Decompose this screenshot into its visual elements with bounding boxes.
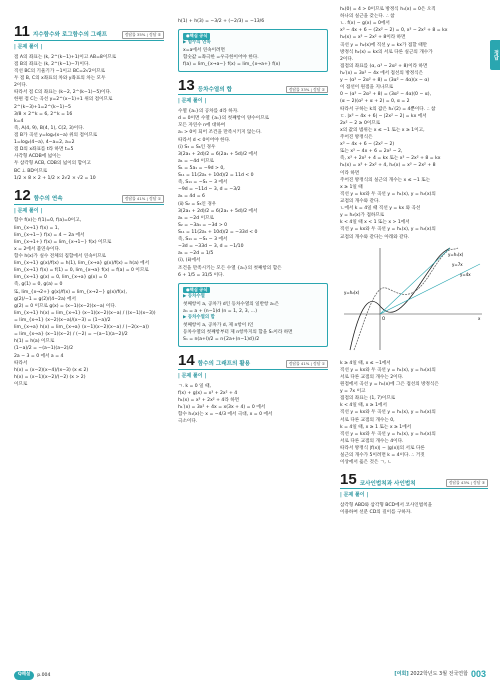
solution-line: x³ − 4x + 6 − (2x² − 2) = 0, x³ − 2x² + 8 = kx xyxy=(340,28,448,34)
solution-line: 두 점 B, C의 x좌표의 차와 y좌표의 차는 모두 xyxy=(14,76,106,82)
solution-line: h(1) + h(3) = −3/2 + (−2/3) = −13/6 xyxy=(178,19,265,24)
solution-line: g(2) = 0 이므로 g(x) = (x−1)(x−2)(x−a) 이다. xyxy=(14,303,117,309)
q13-solution-label: | 문제 풀이 | xyxy=(178,98,207,105)
q11-title: 지수함수와 로그함수의 그래프 xyxy=(32,32,108,39)
solution-line: 2x² − 2 ≥ 0이므로 xyxy=(340,120,381,126)
solution-line: k < 4일 때 x < 1 또는 x > 1에서 xyxy=(340,220,410,226)
solution-line: Sₙ = n(a+l)/2 = n{2a+(n−1)d}/2 xyxy=(183,336,260,342)
solution-line: 조건을 만족시키는 모든 수열 {aₙ}의 첫째항의 합은 xyxy=(178,265,282,271)
solution-line: 삼각형 ABD와 삼각형 BCD에서 코사인법칙을 xyxy=(340,503,433,509)
solution-line: 접점의 좌표는 (1, 7)이므로 xyxy=(340,396,396,402)
solution-line: 함숫값 =좌극한 =우극한이어야 한다. xyxy=(183,55,259,61)
solution-line: 모든 자연수 n에 대하여 xyxy=(178,123,226,129)
solution-line: BC ⊥ BD이므로 xyxy=(14,168,48,174)
solution-line: 직선 y = kx와 두 곡선 y = h₁(x), y = h₂(x)의 xyxy=(340,367,436,373)
solution-line: 점 B가 곡선 y=log₂(x−a) 위의 점이므로 xyxy=(14,132,98,138)
solution-line: (α − 2)(α² + α + 2) = 0, α = 2 xyxy=(340,99,410,105)
solution-line: S₁ = 5a₁ = −9d > 0, xyxy=(178,166,225,171)
graph-label: y=h₁(x) xyxy=(448,251,464,257)
solution-line: x의 값의 범위는 x ≤ −1 또는 x ≥ 1이고, xyxy=(340,127,425,133)
solution-line: 함수 h₁(x)는 x = −4/3 에서 극대, x = 0 에서 xyxy=(178,412,273,418)
solution-line: 6 + 1/5 = 31/5 이다. xyxy=(178,272,224,278)
solution-line: 원점에서 곡선 y = h₁(x)에 그은 접선의 방정식은 xyxy=(340,382,439,388)
solution-line: x³ − 4x + 6 − (2x² − 2) xyxy=(340,142,395,148)
formula-tag: ●핵심 공식 xyxy=(183,33,210,40)
solution-line: 따라서 방정식 |f(x)| − |g(x)|의 서로 다른 xyxy=(340,446,425,452)
solution-line: 2이다. xyxy=(340,56,354,62)
solution-line: y = 7x 이고 xyxy=(340,389,366,395)
q13-number: 13 xyxy=(178,77,195,95)
q15-rate: 정답률 43% | 정답 ③ xyxy=(446,479,488,487)
solution-line: 서로 다른 교점의 개수는 0, xyxy=(340,417,395,423)
solution-line: x=a에서 연속이려면 xyxy=(183,48,225,54)
q14-number: 14 xyxy=(178,352,195,370)
solution-line: 즉, A(4, 9), B(4, 1), C(2, 3)이다. xyxy=(14,125,85,131)
solution-line: a₁ = −2d = 1/5 xyxy=(178,251,214,257)
formula-subtitle: ▶ 등차수열 xyxy=(183,293,205,299)
solution-line: ㄱ. k = 0 일 때, xyxy=(178,383,211,389)
solution-line: k < 4일 때, x ≥ 1에서 xyxy=(340,403,387,409)
solution-line: ㄴ. f(x) − g(x) = 0에서 xyxy=(340,21,390,27)
solution-line: h₁(x) = x³ + 2x² + 4, h₂(x) = x³ − 2x² + 8 xyxy=(340,163,436,169)
solution-line: a₁ = 4d = 6 xyxy=(178,194,205,200)
solution-line: −9d = −11d − 3, d = −3/2 xyxy=(178,187,241,193)
q14-header xyxy=(178,353,328,370)
solution-line: h₂(x) = x³ − 2x² + 8이라 하면 xyxy=(340,35,406,41)
solution-line: 주어진 방정식의 실근의 개수는 x ≤ −1 또는 xyxy=(340,177,431,183)
solution-line: 직선 BC의 기울기가 −1이고 BC=2√2이므로 xyxy=(14,68,106,74)
solution-line: g(2)/−1 = g(2)/(4−2a) 에서 xyxy=(14,296,76,302)
solution-line: a₁ = −4d 이므로 xyxy=(178,158,214,164)
solution-line: lim_{x→1+} f(x) = lim_{x→1−} f(x) 이므로 xyxy=(14,239,112,245)
solution-line: h(x) = (x−2)(x−4)/(x−3) (x ≤ 2) xyxy=(14,367,89,373)
solution-line: 교점의 개수와 같다. xyxy=(340,198,380,204)
solution-line: 서로 다른 교점의 개수는 2이다. xyxy=(340,374,404,380)
solution-line: S₁₁ = 11(2a₁ + 10d)/2 = −33d < 0 xyxy=(178,229,258,235)
solution-line: 함수 h(x)가 실수 전체의 집합에서 연속이므로 xyxy=(14,254,106,260)
solution-line: lim_{x→1} g(x) = 0, lim_{x→a} g(x) = 0 xyxy=(14,275,107,281)
footer-left xyxy=(14,671,50,680)
line-y7x xyxy=(380,248,450,314)
solution-line: 점 A의 좌표는 (k, 2^(k−1)+1)이고 AB=8이므로 xyxy=(14,54,117,60)
explanation-badge[interactable]: Q해설 xyxy=(14,671,34,680)
solution-line: 이라 하면 xyxy=(340,170,360,176)
column-middle xyxy=(178,18,328,425)
solution-line: (ⅰ), (ⅱ)에서 xyxy=(178,258,201,264)
solution-line: 함수 f(x)는 f(1)=0, f(a)=0이고, xyxy=(14,218,82,224)
solution-line: 첫째항이 a, 공차가 d, 제 n항이 l인 xyxy=(183,322,254,328)
graph-label: y=4x xyxy=(460,271,471,277)
solution-line: d = 0이면 수열 {aₙ}의 첫째항이 양수이므로 xyxy=(178,116,270,122)
solution-line: x = 2에서 불연속이다. xyxy=(14,246,61,252)
solution-line: 점 D의 x좌표를 t라 하면 t=5 xyxy=(14,147,74,153)
q14-continued-top xyxy=(340,6,488,241)
solution-line: ㄷ. |x³ − 4x + 6| − |2x² − 2| = kx 에서 xyxy=(340,113,427,119)
q13-body xyxy=(178,108,328,279)
solution-line: 접점의 좌표를 (α, α³ − 2α² + 8)이라 하면 xyxy=(340,63,428,69)
curve-h2 xyxy=(354,248,458,350)
graph-label: y=7x xyxy=(452,261,463,267)
solution-line: x ≥ 1일 때 xyxy=(340,184,363,190)
solution-line: 즉, S₁₁ = −S₁ − 3 에서 xyxy=(178,180,228,186)
q13-header xyxy=(178,78,328,95)
solution-line: y − (α³ − 2α² + 8) = (3α² − 4α)(x − α) xyxy=(340,78,430,84)
solution-line: lim_{x→1} f(x) = 1, xyxy=(14,225,60,231)
solution-line: k ≥ 4일 때, x ≤ −1에서 xyxy=(340,360,391,366)
solution-line: ㄴ에서 k = 4일 때 직선 y = kx 와 곡선 xyxy=(340,206,421,212)
graph-label: x xyxy=(478,315,481,321)
q11-header xyxy=(14,24,164,41)
solution-line: 2이다. xyxy=(14,83,28,89)
q13-rate: 정답률 33% | 정답 ② xyxy=(286,86,328,94)
q14-solution-label: | 문제 풀이 | xyxy=(178,373,207,380)
solution-line: a₁ = −2d 이므로 xyxy=(178,215,214,221)
solution-line: lim_{x→1} f(x) = f(1) = 0, lim_{x→a} f(x) = f(a) = 0 이므로 xyxy=(14,268,149,274)
curve-h1 xyxy=(350,248,450,350)
solution-line: f(x) + g(x) = x³ + 2x² + 4 xyxy=(178,390,238,396)
arithmetic-sequence-box xyxy=(178,283,328,347)
solution-line: 주어진 방정식은 xyxy=(340,134,373,140)
solution-line: h₁(0) = 4 > 0이므로 방정식 h₁(x) = 0은 오직 xyxy=(340,7,436,12)
solution-line: 따라서 구하는 k의 값은 h₂′(2) = 4뿐이다. ∴ 참 xyxy=(340,106,436,112)
graph-label: y=h₂(x) xyxy=(344,289,360,295)
q15-body xyxy=(340,502,488,516)
solution-line: lim_{x→1} h(x) = lim_{x→1} (x−1)(x−2)(x−a) / ((x−1)(x−3)) xyxy=(14,310,156,316)
solution-line: aₙ > 0이 되어 조건을 만족시키지 않는다. xyxy=(178,130,262,136)
q11-number: 11 xyxy=(14,23,30,40)
solution-line: 3(2a₁ + 2d)/2 = 6(2a₁ + 5d)/2 에서 xyxy=(178,151,258,157)
solution-line: 이므로 xyxy=(14,381,28,387)
solution-line: 이상에서 옳은 것은 ㄱ, ㄴ xyxy=(340,460,392,466)
solution-line: 즉, x³ + 2x² + 4 = kx 또는 x³ − 2x² + 8 = kx xyxy=(340,156,441,162)
solution-line: 하나의 실근을 갖는다. ∴ 참 xyxy=(340,14,395,20)
solution-line: 이용하여 선분 CD의 길이를 구하자. xyxy=(340,510,412,516)
solution-line: 한편 점 C는 곡선 y=2^(x−1)+1 위의 점이므로 xyxy=(14,97,113,103)
solution-line: 두 삼각형 ACB, CDB의 넓이의 합이고 xyxy=(14,161,91,167)
solution-line: 직선 y = kx와 두 곡선 y = h₁(x), y = h₂(x)의 xyxy=(340,227,436,233)
q14-rate: 정답률 41% | 정답 ① xyxy=(286,360,328,368)
solution-line: lim_{x→1−} f(x) = 4 − 2a 에서 xyxy=(14,232,85,238)
solution-line: 따라서 d < 0이어야 한다. xyxy=(178,137,231,143)
solution-line: h₂′(x) = 3x² − 4x 에서 접선의 방정식은 xyxy=(340,70,424,76)
solution-line: 사각형 ACDB에 넓이는 xyxy=(14,154,61,160)
solution-line: 또는 x³ − 4x + 6 = 2x² − 2, xyxy=(340,149,403,155)
q12-body xyxy=(14,217,164,388)
exam-name: 2022학년도 3월 전국연합 xyxy=(408,671,468,678)
solution-line: S₁₁ = 11(2a₁ + 10d)/2 = 11d < 0 xyxy=(178,173,254,179)
graph-label: O xyxy=(382,315,386,321)
q14-continued-bottom xyxy=(340,360,488,467)
solution-line: 곡선 y = h₂(x)에 직선 y = kx가 접할 때만 xyxy=(340,42,428,48)
q15-solution-label: | 문제 풀이 | xyxy=(340,492,369,499)
solution-line: lim_{x→a} h(x) = lim_{x→a} (x−1)(x−2)(x−a) / (−2(x−a)) xyxy=(14,325,149,331)
solution-line: 첫째항이 a, 공차가 d인 등차수열의 일반항 aₙ은 xyxy=(183,301,280,307)
column-left xyxy=(14,22,164,388)
solution-line: (ⅰ) S₃ = S₆인 경우 xyxy=(178,144,216,150)
solution-line: k=4 xyxy=(14,118,24,124)
solution-line: h₁′(x) = 3x² + 4x = x(3x + 4) = 0 에서 xyxy=(178,405,266,411)
q12-continued xyxy=(178,18,328,25)
solution-line: lim_{x→1} g(x)/f(x) = h(1), lim_{x→a} g(x)/f(x) = h(a) 에서 xyxy=(14,261,150,267)
solution-line: 이 접선이 원점을 지나므로 xyxy=(340,85,394,91)
answer-side-tab: 정답 xyxy=(490,40,500,70)
solution-line: aₙ = a + (n−1)d (n = 1, 2, 3, …) xyxy=(183,308,258,314)
formula-subtitle: ▶ 함수의 연속 xyxy=(183,40,211,46)
q15-title: 코사인법칙과 사인법칙 xyxy=(359,480,416,487)
solution-line: = lim_{x→1} (x−2)(x−a)/(x−3) = (1−a)/2 xyxy=(14,318,111,323)
solution-line: 따라서 점 C의 좌표는 (k−2, 2^(k−1)−5)이다. xyxy=(14,90,112,96)
formula-lines xyxy=(183,47,323,68)
exam-title xyxy=(394,671,468,679)
solution-line: 교점의 개수와 같다는 아래와 같다. xyxy=(340,234,410,240)
q15-number: 15 xyxy=(340,471,357,489)
solution-line: k = 4일 때, x ≥ 1 또는 x ≥ 1에서 xyxy=(340,424,412,430)
solution-line: h₁(x) = x³ + 2x² + 4라 하면 xyxy=(178,398,240,404)
solution-line: h(x) = (x−1)(x−2)/(−2) (x > 2) xyxy=(14,374,86,380)
solution-line: 1/2 × 8 × 2 + 1/2 × 2√2 × √2 = 10 xyxy=(14,175,96,181)
solution-line: 서로 다른 교점의 개수는 4이다. xyxy=(340,438,404,444)
q12-number: 12 xyxy=(14,186,31,204)
solution-line: 수열 {aₙ}의 공차를 d라 하자. xyxy=(178,109,239,115)
formula-lines xyxy=(183,301,323,315)
footer-right xyxy=(394,668,486,682)
q11-body xyxy=(14,54,164,182)
solution-line: 1=log₂(4−a), 4−a=2, a=2 xyxy=(14,140,75,146)
q14-body xyxy=(178,383,328,426)
page-number: 003 xyxy=(470,669,486,680)
solution-line: 0 − (α³ − 2α² + 8) = (3α² − 4α)(0 − α), xyxy=(340,92,432,98)
q15-header xyxy=(340,472,488,489)
q11-rate: 정답률 35% | 정답 ⑤ xyxy=(122,31,164,39)
formula-subtitle: ▶ 등차수열의 합 xyxy=(183,314,215,320)
solution-line: 즉, g(1) = 0, g(a) = 0 xyxy=(14,282,63,288)
q11-solution-label: | 문제 풀이 | xyxy=(14,44,43,50)
solution-line: (ⅱ) S₂ = S₅인 경우 xyxy=(178,201,217,207)
solution-line: f(a) = lim_{x→a−} f(x) = lim_{x→a+} f(x) xyxy=(183,62,281,68)
solution-line: 즉, S₁₁ = −S₁ − 3 에서 xyxy=(178,237,228,243)
solution-line: = lim_{x→a} (x−1)(x−2) / (−2) = −(a−1)(a−2)/2 xyxy=(14,332,128,338)
solution-line: 극소이다. xyxy=(178,419,198,425)
q13-title: 등차수열의 합 xyxy=(197,86,233,93)
solution-line: h(1) = h(a) 이므로 xyxy=(14,339,55,345)
solution-line: 2a − 3 = 0 에서 a = 4 xyxy=(14,353,64,359)
formula-lines xyxy=(183,322,323,343)
function-graph xyxy=(340,244,486,354)
exam-round: [여회] xyxy=(394,671,409,678)
solution-line: 직선 y = kx와 두 곡선 y = h₁(x), y = h₂(x)의 xyxy=(340,410,436,416)
formula-tag: ●핵심 공식 xyxy=(183,287,210,294)
solution-line: 점 B의 좌표는 (k, 2^(k−1)−7)이다. xyxy=(14,61,90,67)
solution-line: 또, lim_{x→2+} g(x)/f(x) = lim_{x→2−} g(x)/f(x), xyxy=(14,289,127,295)
q14-title: 함수의 그래프의 활용 xyxy=(197,361,251,368)
solution-line: 방정식 h₂(x) = kx의 서로 다른 실근의 개수가 xyxy=(340,49,433,55)
q12-header xyxy=(14,188,164,205)
solution-line: 직선 y = kx와 두 곡선 y = h₁(x), y = h₂(x)의 xyxy=(340,431,436,437)
continuity-formula-box xyxy=(178,29,328,72)
q12-title: 함수의 연속 xyxy=(33,196,63,203)
solution-line: (1−a)/2 = −(a−1)(a−2)/2 xyxy=(14,346,74,352)
solution-line: 실근의 개수가 5이려면 k = 4이다. ∴ 거짓 xyxy=(340,453,425,459)
solution-line: 2^(k−3)+1=2^(k−1)−5 xyxy=(14,104,71,110)
solution-line: 3/8 × 2^k = 6, 2^k = 16 xyxy=(14,111,73,117)
page-reference: p.004 xyxy=(37,673,51,679)
column-right xyxy=(340,6,488,516)
solution-line: y = h₂(x)가 접하므로 xyxy=(340,213,385,219)
q12-rate: 정답률 41% | 정답 ① xyxy=(122,195,164,203)
solution-line: −3d = −33d − 3, d = −1/10 xyxy=(178,244,244,250)
solution-line: 따라서 xyxy=(14,360,28,366)
solution-line: S₂ = −3a₁ = −3d > 0 xyxy=(178,222,228,228)
solution-line: 등차수열의 첫째항부터 제 n항까지의 합을 Sₙ이라 하면 xyxy=(183,329,293,335)
solution-line: 직선 y = kx와 두 곡선 y = h₁(x), y = h₂(x)의 xyxy=(340,191,436,197)
q12-solution-label: | 문제 풀이 | xyxy=(14,207,43,214)
solution-line: 3(2a₁ + 2d)/2 = 6(2a₁ + 5d)/2 에서 xyxy=(178,208,258,214)
